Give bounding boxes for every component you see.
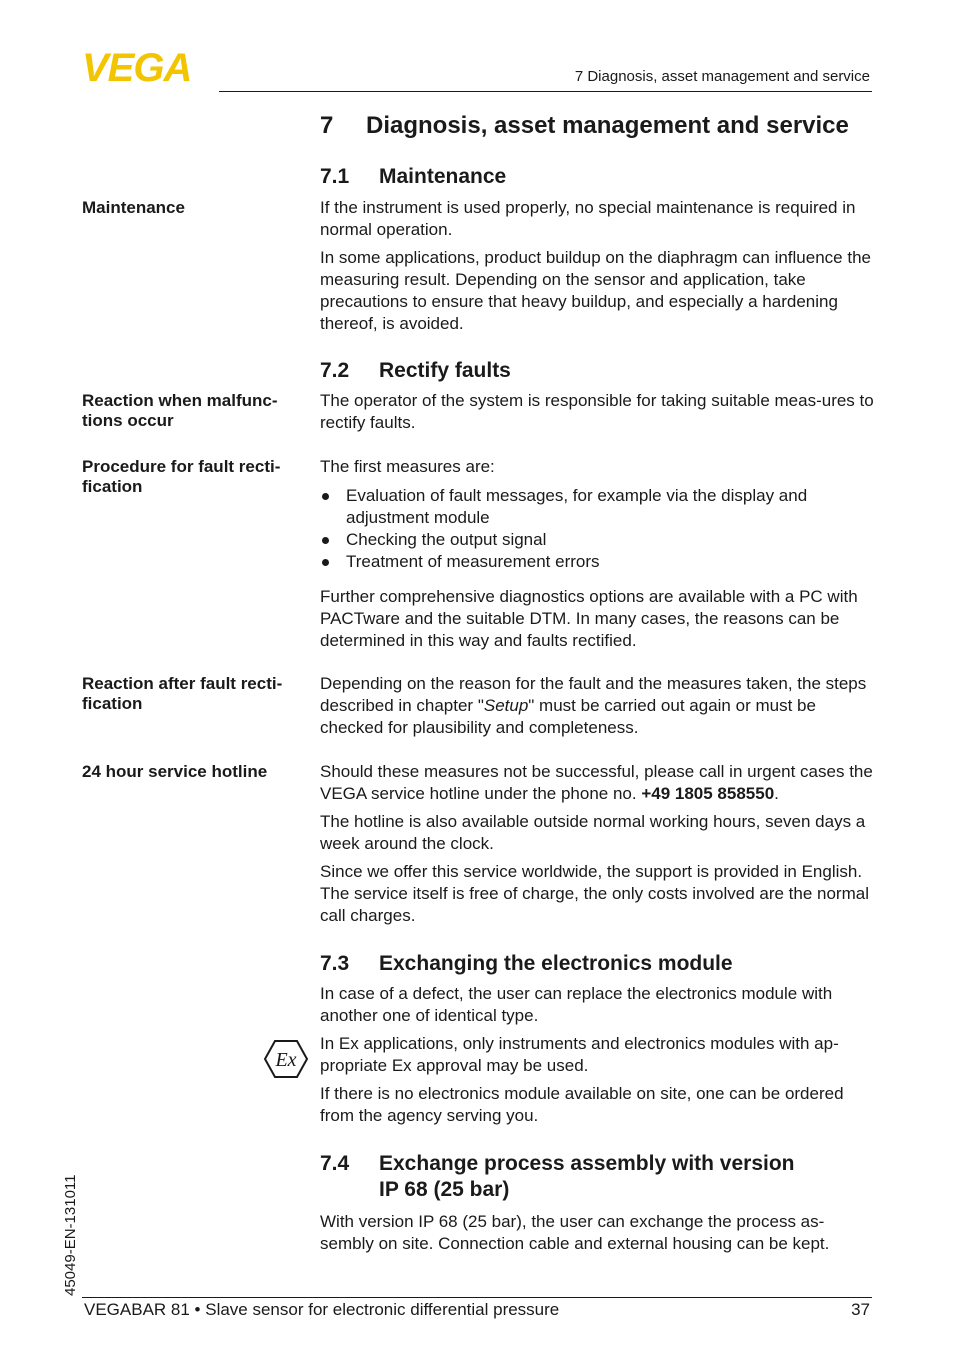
procedure-text xyxy=(320,456,878,652)
footer-rule xyxy=(82,1297,872,1298)
ex-hazard-icon xyxy=(264,1039,308,1079)
section-number: 7.4 xyxy=(320,1152,350,1175)
section-title-cont: IP 68 (25 bar) xyxy=(379,1178,510,1201)
section-heading-7-4 xyxy=(320,1151,795,1203)
paragraph: Depending on the reason for the fault and the measures taken, the steps described in chapter "Setup" must be carried out again or must be checked for plausibility and completeness. xyxy=(320,674,867,737)
bullet-list xyxy=(320,485,878,573)
paragraph: Should these measures not be successful, please call in urgent cases the VEGA service hotline under the phone no. +49 1805 858550. xyxy=(320,762,873,803)
section-heading-7-3 xyxy=(320,951,733,977)
paragraph: With version IP 68 (25 bar), the user can exchange the process as-sembly on site. Connection cable and external housing can be kept. xyxy=(320,1212,830,1253)
reaction-text xyxy=(320,390,878,434)
reaction-after-text xyxy=(320,673,878,739)
section-title: Exchanging the electronics module xyxy=(379,952,733,975)
section-title: Exchange process assembly with version xyxy=(379,1152,795,1175)
hotline-text xyxy=(320,761,878,927)
hotline-phone: +49 1805 858550 xyxy=(641,784,775,803)
paragraph: The first measures are: xyxy=(320,457,495,476)
chapter-title: Diagnosis, asset management and service xyxy=(366,112,849,139)
list-item: Checking the output signal xyxy=(320,529,878,551)
page-number: 37 xyxy=(851,1300,870,1319)
svg-text:Ex: Ex xyxy=(275,1049,297,1071)
section-title: Maintenance xyxy=(379,165,507,188)
chapter-heading xyxy=(320,112,849,140)
section-number: 7.3 xyxy=(320,952,350,975)
footer-title: VEGABAR 81 • Slave sensor for electronic differential pressure xyxy=(84,1300,560,1319)
section-title: Rectify faults xyxy=(379,359,511,382)
section-number: 7.2 xyxy=(320,359,350,382)
vega-logo xyxy=(82,50,212,84)
paragraph: In case of a defect, the user can replace the electronics module with another one of identical type. xyxy=(320,984,833,1025)
paragraph: The operator of the system is responsible for taking suitable meas-ures to rectify faults. xyxy=(320,391,874,432)
section-heading-7-1 xyxy=(320,164,506,190)
side-label-reaction-after: Reaction after fault recti-fication xyxy=(82,674,283,713)
paragraph: The hotline is also available outside normal working hours, seven days a week around the clock. xyxy=(320,812,866,853)
side-label-procedure: Procedure for fault recti-fication xyxy=(82,457,281,496)
chapter-number: 7 xyxy=(320,112,334,139)
electronics-text xyxy=(320,983,878,1127)
logo-text: VEGA xyxy=(82,50,192,84)
paragraph: Since we offer this service worldwide, the support is provided in English. The service itself is free of charge, the only costs involved are the normal call charges. xyxy=(320,862,869,925)
maintenance-text xyxy=(320,197,878,335)
section-number: 7.1 xyxy=(320,165,350,188)
paragraph: If there is no electronics module available on site, one can be ordered from the agency serving you. xyxy=(320,1084,844,1125)
document-number: 45049-EN-131011 xyxy=(62,1174,79,1296)
list-item: Evaluation of fault messages, for example via the display and adjustment module xyxy=(320,485,878,529)
paragraph: In Ex applications, only instruments and electronics modules with ap-propriate Ex approval may be used. xyxy=(320,1034,839,1075)
running-title: 7 Diagnosis, asset management and service xyxy=(574,68,870,85)
paragraph: In some applications, product buildup on the diaphragm can influence the measuring result. Depending on the sensor and application, take precautions to ensure that heavy buildup, and especially a hardening thereof, is avoided. xyxy=(320,248,871,333)
side-label-maintenance: Maintenance xyxy=(82,198,185,217)
section-heading-7-2 xyxy=(320,358,511,384)
list-item: Treatment of measurement errors xyxy=(320,551,878,573)
paragraph: Further comprehensive diagnostics options are available with a PC with PACTware and the suitable DTM. In many cases, the reasons can be determined in this way and faults rectified. xyxy=(320,587,858,650)
side-label-hotline: 24 hour service hotline xyxy=(82,762,268,781)
process-assembly-text xyxy=(320,1211,878,1255)
header-rule xyxy=(219,91,872,92)
paragraph: If the instrument is used properly, no special maintenance is required in normal operation. xyxy=(320,198,856,239)
side-label-reaction-malfunction: Reaction when malfunc-tions occur xyxy=(82,391,278,430)
